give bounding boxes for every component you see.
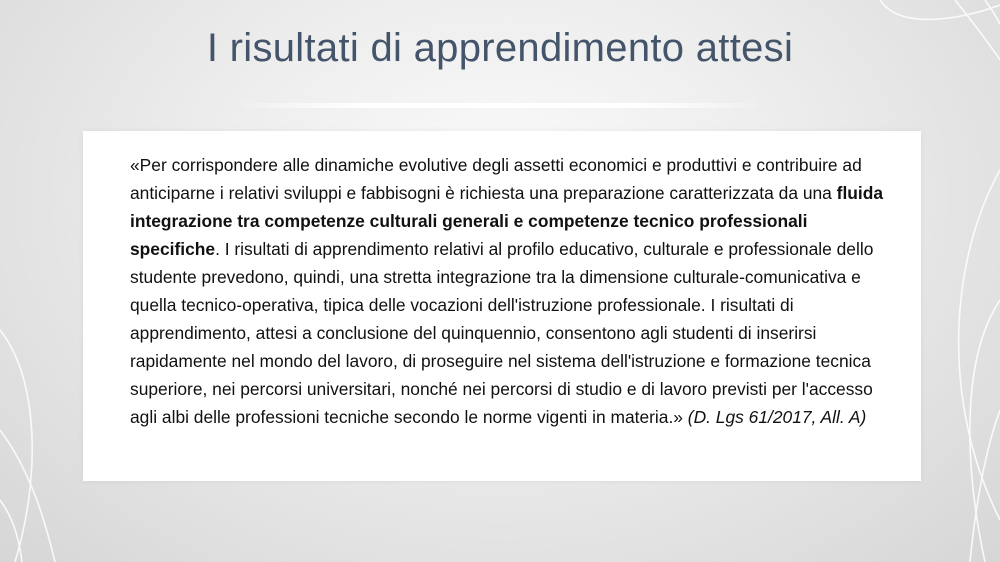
slide-title: I risultati di apprendimento attesi bbox=[206, 26, 794, 70]
quote-text-start: «Per corrispondere alle dinamiche evolutive degli assetti economici e produttivi e contribuire ad anticiparne i relativi sviluppi e fabbisogni è richiesta una preparazione caratterizzata da una bbox=[130, 155, 862, 203]
right-curve-1 bbox=[959, 170, 1000, 520]
left-curve-3 bbox=[0, 500, 22, 562]
title-underline bbox=[230, 103, 770, 108]
quote-box bbox=[83, 131, 921, 481]
left-curve-1 bbox=[0, 330, 32, 562]
quote-text-end: . I risultati di apprendimento relativi al profilo educativo, culturale e professionale dello studente prevedono, quindi, una stretta integrazione tra la dimensione culturale-comunicativa e quella tecnico-operativa, tipica delle vocazioni dell'istruzione professionale. I risultati di apprendimento, attesi a conclusione del quinquennio, consentono agli studenti di inserirsi rapidamente nel mondo del lavoro, di proseguire nel sistema dell'istruzione e formazione tecnica superiore, nei percorsi universitari, nonché nei percorsi di studio e di lavoro previsti per l'accesso agli albi delle professioni tecniche secondo le norme vigenti in materia.» bbox=[130, 239, 874, 427]
right-curve-3 bbox=[970, 410, 1000, 562]
quote-paragraph bbox=[130, 151, 892, 431]
top-right-curve-1 bbox=[880, 0, 1000, 19]
quote-citation: (D. Lgs 61/2017, All. A) bbox=[687, 407, 867, 427]
quote-bold-text: fluida integrazione tra competenze culturali generali e competenze tecnico professionali specifiche bbox=[130, 183, 884, 259]
right-curve-2 bbox=[970, 300, 1000, 562]
top-right-curve-3 bbox=[985, 0, 1000, 24]
left-curve-2 bbox=[0, 430, 55, 562]
